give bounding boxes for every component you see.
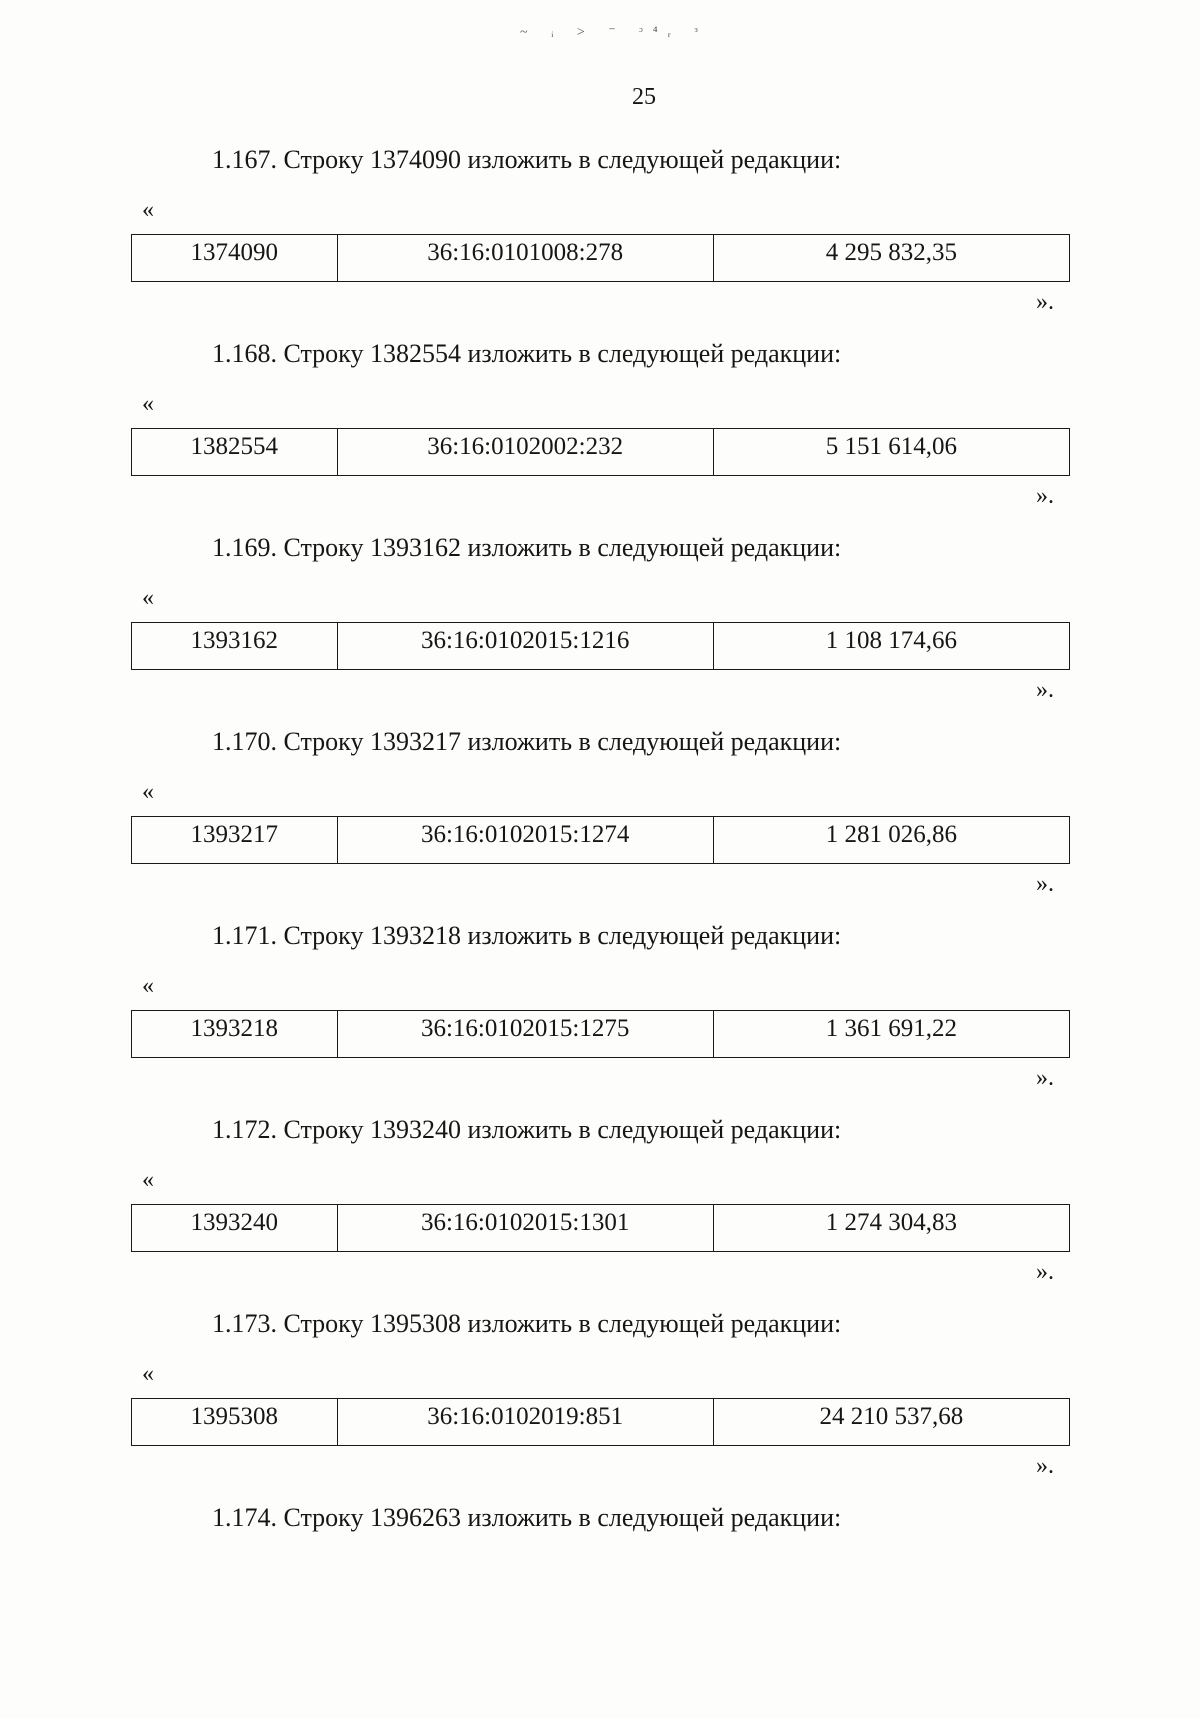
table-row (131, 234, 1070, 282)
cadastral-number-cell: 36:16:0102015:1301 (337, 1205, 713, 1251)
row-number-cell: 1393162 (190, 627, 279, 654)
amendment-section (0, 533, 1200, 727)
table-row (131, 1398, 1070, 1446)
row-number-cell: 1393240 (190, 1209, 279, 1236)
row-number-cell: 1393217 (190, 821, 279, 848)
open-quote: « (142, 585, 154, 611)
close-quote: ». (1036, 289, 1054, 315)
value-cell: 5 151 614,06 (713, 429, 1069, 475)
open-quote: « (142, 973, 154, 999)
open-quote: « (142, 391, 154, 417)
amendment-section (0, 1503, 1200, 1697)
amendment-heading: 1.173. Строку 1395308 изложить в следующей редакции: (212, 1309, 842, 1338)
amendment-heading: 1.174. Строку 1396263 изложить в следующей редакции: (212, 1503, 842, 1532)
value-cell: 1 281 026,86 (713, 817, 1069, 863)
amendment-section (0, 1115, 1200, 1309)
amendment-section (0, 921, 1200, 1115)
value-cell: 1 108 174,66 (713, 623, 1069, 669)
scan-artifacts: ~ ᵢ ˃ ⁻ ᵓ⁴ᵣ ᵌ (520, 25, 708, 40)
amendment-heading: 1.169. Строку 1393162 изложить в следующей редакции: (212, 533, 842, 562)
amendment-heading: 1.167. Строку 1374090 изложить в следующей редакции: (212, 145, 842, 174)
value-cell: 4 295 832,35 (713, 235, 1069, 281)
value-cell: 24 210 537,68 (713, 1399, 1069, 1445)
cadastral-number-cell: 36:16:0102015:1216 (337, 623, 713, 669)
row-number-cell: 1395308 (190, 1403, 279, 1430)
page-number: 25 (632, 84, 656, 110)
open-quote: « (142, 1167, 154, 1193)
close-quote: ». (1036, 1065, 1054, 1091)
amendment-section (0, 145, 1200, 339)
amendment-heading: 1.168. Строку 1382554 изложить в следующей редакции: (212, 339, 842, 368)
open-quote: « (142, 197, 154, 223)
cadastral-number-cell: 36:16:0102015:1274 (337, 817, 713, 863)
amendment-section (0, 1309, 1200, 1503)
cadastral-number-cell: 36:16:0102019:851 (337, 1399, 713, 1445)
row-number-cell: 1393218 (190, 1015, 279, 1042)
cadastral-number-cell: 36:16:0102002:232 (337, 429, 713, 475)
close-quote: ». (1036, 1453, 1054, 1479)
value-cell: 1 274 304,83 (713, 1205, 1069, 1251)
row-number-cell: 1374090 (190, 239, 279, 266)
cadastral-number-cell: 36:16:0101008:278 (337, 235, 713, 281)
row-number-cell: 1382554 (190, 433, 279, 460)
close-quote: ». (1036, 677, 1054, 703)
value-cell: 1 361 691,22 (713, 1011, 1069, 1057)
cadastral-number-cell: 36:16:0102015:1275 (337, 1011, 713, 1057)
open-quote: « (142, 779, 154, 805)
amendment-heading: 1.172. Строку 1393240 изложить в следующей редакции: (212, 1115, 842, 1144)
table-row (131, 1010, 1070, 1058)
table-row (131, 816, 1070, 864)
amendment-section (0, 339, 1200, 533)
amendment-section (0, 727, 1200, 921)
amendment-heading: 1.170. Строку 1393217 изложить в следующей редакции: (212, 727, 842, 756)
amendment-heading: 1.171. Строку 1393218 изложить в следующей редакции: (212, 921, 842, 950)
table-row (131, 1204, 1070, 1252)
close-quote: ». (1036, 1259, 1054, 1285)
table-row (131, 428, 1070, 476)
open-quote: « (142, 1361, 154, 1387)
close-quote: ». (1036, 483, 1054, 509)
table-row (131, 622, 1070, 670)
close-quote: ». (1036, 871, 1054, 897)
